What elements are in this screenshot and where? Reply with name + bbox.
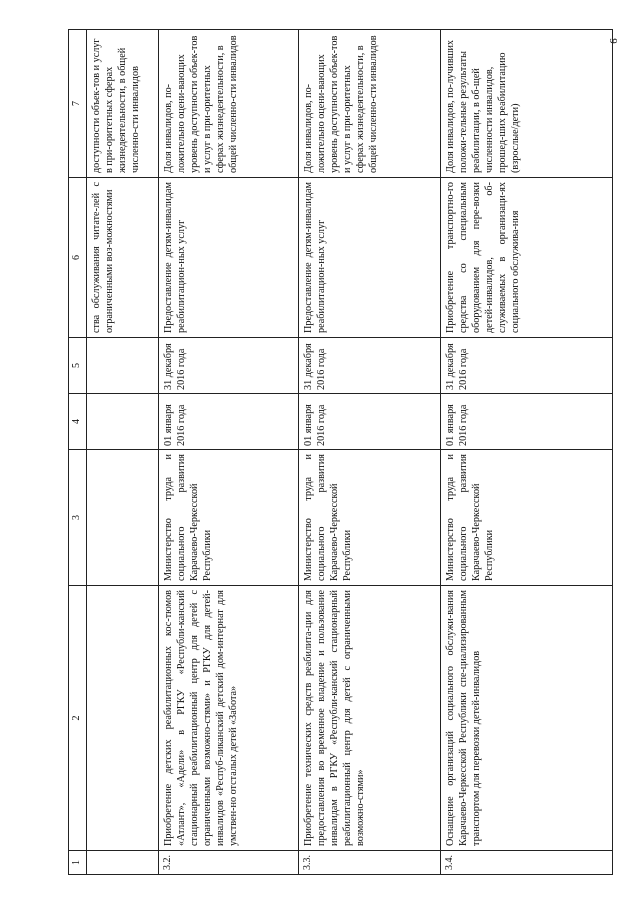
- table-row: [87, 30, 159, 875]
- row-number: 3.2.: [159, 851, 299, 875]
- indicator-cell: доступности объек-тов и услуг в при-оритетных сферах жизнедеятельности, в общей численно-сти инвалидов: [87, 30, 159, 178]
- end-date-cell: 31 декабря 2016 года: [441, 338, 613, 394]
- indicator-cell: Доля инвалидов, по-ложительно оцени-вающих уровень доступности объек-тов и услуг в при-оритетных сферах жизнедеятельности, в общей численно-сти инвалидов: [299, 30, 441, 178]
- end-date-cell: [87, 338, 159, 394]
- header-row: [69, 30, 87, 875]
- end-date-cell: 31 декабря 2016 года: [159, 338, 299, 394]
- page-number: 9: [606, 38, 619, 44]
- column-header: 2: [69, 586, 87, 851]
- event-cell: Приобретение технических средств реабилита-ции для предоставления во временное владение и пользование инвалидам в РГКУ «Республи-канский стационарный реабилитационный центр для детей с ограниченными возможно-стями»: [299, 586, 441, 851]
- executor-cell: [87, 450, 159, 586]
- event-cell: Приобретение детских реабилитационных кос-тюмов «Атлант», «Адели» в РГКУ «Республи-канский стационарный реабилитационный центр для детей с ограниченными возможно-стями» и РГКУ для детей-инвалидов «Респуб-ликанский детский дом-интернат для умствен-но отсталых детей «Забота»: [159, 586, 299, 851]
- row-number: [87, 851, 159, 875]
- column-header: 7: [69, 30, 87, 178]
- executor-cell: Министерство труда и социального развития Карачаево-Черкесской Республики: [299, 450, 441, 586]
- rotated-table-container: [68, 30, 613, 875]
- column-header: 3: [69, 450, 87, 586]
- executor-cell: Министерство труда и социального развития Карачаево-Черкесской Республики: [159, 450, 299, 586]
- indicator-cell: Доля инвалидов, по-лучивших положи-тельные результаты реабилитации, в об-щей численности инвалидов, прошед-ших реабилитацию (взрослые/дети): [441, 30, 613, 178]
- start-date-cell: 01 января 2016 года: [299, 394, 441, 450]
- result-cell: Приобретение транспортно-го средства со специальным оборудованием для пере-возки детей-инвалидов, об-служиваемых в организаци-ях социального обслужива-ния: [441, 178, 613, 338]
- result-cell: Предоставление детям-инвалидам реабилитацион-ных услуг: [299, 178, 441, 338]
- start-date-cell: 01 января 2016 года: [159, 394, 299, 450]
- end-date-cell: 31 декабря 2016 года: [299, 338, 441, 394]
- result-cell: Предоставление детям-инвалидам реабилитацион-ных услуг: [159, 178, 299, 338]
- event-cell: Оснащение организаций социального обслужи-вания Карачаево-Черкесской Республики спе-циализированным транспортом для перевозки детей-инвалидов: [441, 586, 613, 851]
- table-row: [441, 30, 613, 875]
- table-row: [159, 30, 299, 875]
- event-cell: [87, 586, 159, 851]
- executor-cell: Министерство труда и социального развития Карачаево-Черкесской Республики: [441, 450, 613, 586]
- column-header: 6: [69, 178, 87, 338]
- row-number: 3.3.: [299, 851, 441, 875]
- result-cell: ства обслуживания читате-лей с ограниченными воз-можностями: [87, 178, 159, 338]
- column-header: 5: [69, 338, 87, 394]
- table-row: [299, 30, 441, 875]
- indicator-cell: Доля инвалидов, по-ложительно оцени-вающих уровень доступности объек-тов и услуг в при-оритетных сферах жизнедеятельности, в общей численно-сти инвалидов: [159, 30, 299, 178]
- start-date-cell: 01 января 2016 года: [441, 394, 613, 450]
- row-number: 3.4.: [441, 851, 613, 875]
- column-header: 4: [69, 394, 87, 450]
- start-date-cell: [87, 394, 159, 450]
- column-header: 1: [69, 851, 87, 875]
- activities-table: [68, 29, 613, 875]
